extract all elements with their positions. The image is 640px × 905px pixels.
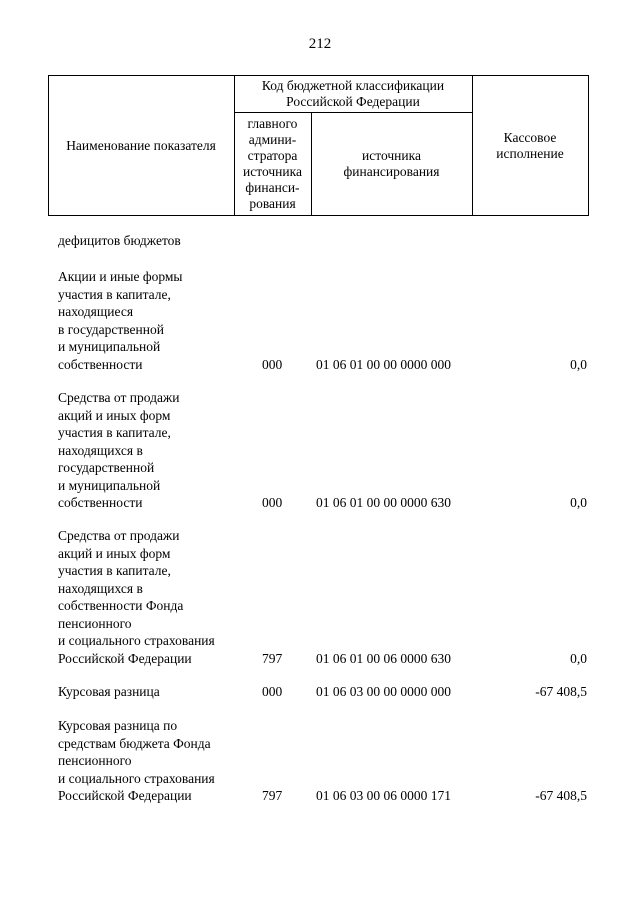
row-value: 0,0 [570, 495, 587, 510]
continuation-text [58, 232, 308, 250]
row-source-code: 01 06 01 00 00 0000 630 [316, 495, 451, 510]
header-name-column [48, 76, 234, 215]
row-source-code: 01 06 01 00 06 0000 630 [316, 650, 451, 666]
header-execution-column [472, 76, 588, 215]
row-value: 0,0 [570, 650, 587, 666]
row-admin-code: 797 [262, 650, 283, 666]
row-name-line: Средства от продажи [58, 390, 180, 405]
row-name-line: Курсовая разница [58, 684, 160, 699]
row-name-line: находящихся в [58, 442, 143, 458]
header-admin-column [234, 113, 311, 215]
row-name-line: Курсовая разница по [58, 718, 178, 733]
row-admin-code: 000 [262, 356, 283, 372]
row-name-line: Российской Федерации [58, 650, 192, 666]
row-value: -67 408,5 [535, 684, 587, 699]
header-admin-line: главного [247, 116, 298, 131]
header-admin-line: админи- [248, 132, 297, 147]
row-name [58, 717, 238, 805]
row-name-line: и муниципальной [58, 477, 161, 493]
row-name-line: средствам бюджета Фонда [58, 735, 211, 751]
header-group-line: Российской Федерации [286, 94, 420, 109]
row-name-line: акций и иных форм [58, 545, 171, 561]
row-name-line: участия в капитале, [58, 286, 171, 302]
row-source-code: 01 06 03 00 06 0000 171 [316, 788, 451, 803]
row-name [58, 683, 238, 701]
row-source-code: 01 06 03 00 00 0000 000 [316, 684, 451, 699]
row-name-line: и социального страхования [58, 633, 215, 648]
row-name-line: Средства от продажи [58, 528, 180, 543]
row-name-line: Акции и иные формы [58, 269, 183, 284]
row-name-line: собственности [58, 495, 143, 510]
header-admin-line: финанси- [245, 180, 300, 195]
row-name [58, 268, 238, 373]
row-name-line: находящихся в [58, 580, 143, 596]
header-code-group [234, 76, 472, 112]
row-name-line: в государственной [58, 321, 164, 337]
header-source-line: финансирования [343, 164, 440, 179]
row-name-line: акций и иных форм [58, 407, 171, 423]
header-admin-line: рования [249, 196, 296, 211]
continuation-label: дефицитов бюджетов [58, 233, 181, 248]
header-admin-line: источника [243, 164, 302, 179]
row-name-line: пенсионного [58, 753, 132, 768]
row-admin-code: 000 [262, 495, 283, 510]
row-name-line: участия в капитале, [58, 563, 171, 578]
row-name-line: Российской Федерации [58, 788, 192, 803]
header-name-label: Наименование показателя [66, 137, 216, 153]
row-name-line: собственности Фонда [58, 598, 184, 613]
header-exec-line: Кассовое [503, 129, 557, 145]
header-exec-line: исполнение [496, 145, 564, 161]
header-group-line: Код бюджетной классификации [261, 78, 445, 93]
row-value: 0,0 [570, 356, 587, 372]
row-admin-code: 797 [262, 788, 283, 803]
header-source-column [311, 113, 472, 215]
row-source-code: 01 06 01 00 00 0000 000 [316, 356, 451, 372]
row-name-line: государственной [58, 460, 155, 475]
row-name-line: участия в капитале, [58, 425, 171, 440]
page-number: 212 [308, 36, 332, 52]
row-admin-code: 000 [262, 684, 283, 699]
row-name-line: пенсионного [58, 615, 132, 631]
header-admin-line: стратора [247, 148, 298, 163]
row-name [58, 527, 238, 667]
row-name-line: и социального страхования [58, 770, 215, 786]
row-name-line: и муниципальной [58, 339, 161, 354]
header-source-line: источника [362, 148, 421, 163]
row-name-line: находящиеся [58, 304, 134, 319]
row-value: -67 408,5 [535, 788, 587, 803]
row-name-line: собственности [58, 356, 143, 372]
row-name [58, 389, 238, 512]
